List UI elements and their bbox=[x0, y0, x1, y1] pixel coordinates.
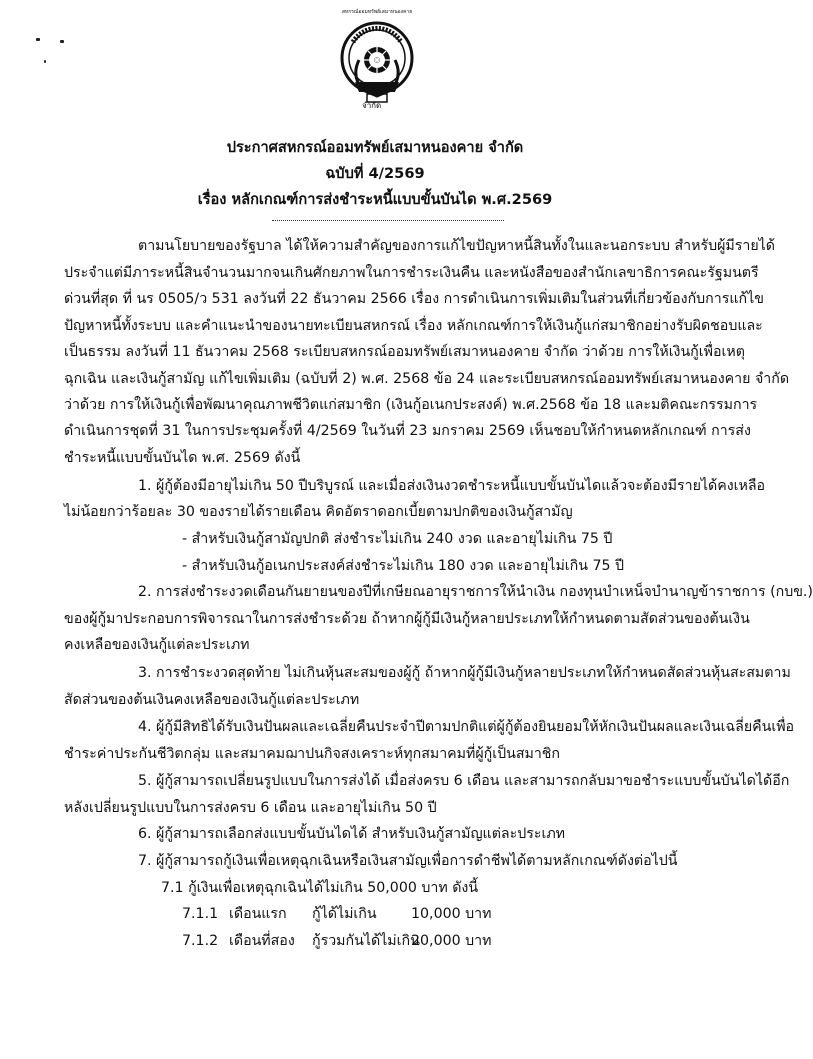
row-desc: กู้ได้ไม่เกิน bbox=[312, 906, 377, 922]
row-desc: กู้รวมกันได้ไม่เกิน bbox=[312, 933, 420, 949]
item-4-line: 4. ผู้กู้มีสิทธิได้รับเงินปันผลและเฉลี่ยคืนประจำปีตามปกติแต่ผู้กู้ต้องยินยอมให้หักเงินปันผลและเงินเฉลี่ยคืนเพื่อ bbox=[138, 719, 795, 735]
item-5-line: 5. ผู้กู้สามารถเปลี่ยนรูปแบบในการส่งได้ เมื่อส่งครบ 6 เดือน และสามารถกลับมาขอชำระแบบขั้นบันไดได้อีก bbox=[138, 773, 790, 789]
intro-line: ปัญหาหนี้ทั้งระบบ และคำแนะนำของนายทะเบียนสหกรณ์ เรื่อง หลักเกณฑ์การให้เงินกู้แก่สมาชิกอย่างรับผิดชอบและ bbox=[64, 318, 763, 334]
row-amount: 10,000 บาท bbox=[411, 906, 492, 922]
row-label: เดือนที่สอง bbox=[229, 933, 295, 949]
item-3-line: สัดส่วนของต้นเงินคงเหลือของเงินกู้แต่ละประเภท bbox=[64, 692, 360, 708]
item-5-line: หลังเปลี่ยนรูปแบบในการส่งครบ 6 เดือน และอายุไม่เกิน 50 ปี bbox=[64, 800, 437, 816]
scan-speck bbox=[60, 40, 64, 43]
row-number: 7.1.2 bbox=[182, 933, 219, 949]
intro-line: ว่าด้วย การให้เงินกู้เพื่อพัฒนาคุณภาพชีวิตแก่สมาชิก (เงินกู้อเนกประสงค์) พ.ศ.2568 ข้อ 18 และมติคณะกรรมการ bbox=[64, 397, 758, 413]
item-1-sub-multipurpose-loan: - สำหรับเงินกู้อเนกประสงค์ส่งชำระไม่เกิน 180 งวด และอายุไม่เกิน 75 ปี bbox=[182, 558, 625, 574]
intro-line: ตามนโยบายของรัฐบาล ได้ให้ความสำคัญของการแก้ไขปัญหาหนี้สินทั้งในและนอกระบบ สำหรับผู้มีรายได้ bbox=[138, 238, 775, 254]
announcement-title: ประกาศสหกรณ์ออมทรัพย์เสมาหนองคาย จำกัด bbox=[226, 139, 524, 156]
item-2-line: คงเหลือของเงินกู้แต่ละประเภท bbox=[64, 637, 250, 653]
item-2-line: 2. การส่งชำระงวดเดือนกันยายนของปีที่เกษียณอายุราชการให้นำเงิน กองทุนบำเหน็จบำนาญข้าราชการ (กบข.) bbox=[138, 584, 813, 600]
item-1-line: ไม่น้อยกว่าร้อยละ 30 ของรายได้รายเดือน คิดอัตราดอกเบี้ยตามปกติของเงินกู้สามัญ bbox=[64, 504, 573, 520]
logo-ring-text: สหกรณ์ออมทรัพย์เสมาหนองคาย bbox=[341, 9, 413, 15]
row-number: 7.1.1 bbox=[182, 906, 219, 922]
item-1-line: 1. ผู้กู้ต้องมีอายุไม่เกิน 50 ปีบริบูรณ์ และเมื่อส่งเงินงวดชำระหนี้แบบขั้นบันไดแล้วจะต้องมีรายได้คงเหลือ bbox=[138, 478, 766, 494]
intro-line: ดำเนินการชุดที่ 31 ในการประชุมครั้งที่ 4/2569 ในวันที่ 23 มกราคม 2569 เห็นชอบให้กำหนดหลักเกณฑ์ การส่ง bbox=[64, 423, 751, 439]
intro-line: เป็นธรรม ลงวันที่ 11 ธันวาคม 2568 ระเบียบสหกรณ์ออมทรัพย์เสมาหนองคาย จำกัด ว่าด้วย การให้เงินกู้เพื่อเหตุ bbox=[64, 344, 745, 360]
row-amount: 20,000 บาท bbox=[411, 933, 492, 949]
intro-line: ฉุกเฉิน และเงินกู้สามัญ แก้ไขเพิ่มเติม (ฉบับที่ 2) พ.ศ. 2568 ข้อ 24 และระเบียบสหกรณ์ออมทรัพย์เสมาหนองคาย จำกัด bbox=[64, 371, 790, 387]
row-label: เดือนแรก bbox=[229, 906, 287, 922]
intro-line: ชำระหนี้แบบขั้นบันได พ.ศ. 2569 ดังนี้ bbox=[64, 450, 301, 466]
logo-caption: จำกัด bbox=[362, 101, 382, 110]
intro-line: ด่วนที่สุด ที่ นร 0505/ว 531 ลงวันที่ 22 ธันวาคม 2566 เรื่อง การดำเนินการเพิ่มเติมในส่วนที่เกี่ยวข้องกับการแก้ไข bbox=[64, 291, 764, 307]
item-1-sub-regular-loan: - สำหรับเงินกู้สามัญปกติ ส่งชำระไม่เกิน 240 งวด และอายุไม่เกิน 75 ปี bbox=[182, 531, 613, 547]
item-7-line: 7. ผู้กู้สามารถกู้เงินเพื่อเหตุฉุกเฉินหรือเงินสามัญเพื่อการดำชีพได้ตามหลักเกณฑ์ดังต่อไปนี้ bbox=[138, 853, 678, 869]
item-6-line: 6. ผู้กู้สามารถเลือกส่งแบบขั้นบันไดได้ สำหรับเงินกู้สามัญแต่ละประเภท bbox=[138, 826, 566, 842]
scan-speck bbox=[36, 38, 40, 41]
intro-line: ประจำแต่มีภาระหนี้สินจำนวนมากจนเกินศักยภาพในการชำระเงินคืน และหนังสือของสำนักเลขาธิการคณะรัฐมนตรี bbox=[64, 265, 759, 281]
announcement-number: ฉบับที่ 4/2569 bbox=[325, 165, 425, 182]
item-7-1-line: 7.1 กู้เงินเพื่อเหตุฉุกเฉินได้ไม่เกิน 50,000 บาท ดังนี้ bbox=[161, 880, 479, 896]
scan-speck bbox=[44, 60, 46, 63]
item-3-line: 3. การชำระงวดสุดท้าย ไม่เกินหุ้นสะสมของผู้กู้ ถ้าหากผู้กู้มีเงินกู้หลายประเภทให้กำหนดสัดส่วนหุ้นสะสมตาม bbox=[138, 665, 791, 681]
item-2-line: ของผู้กู้มาประกอบการพิจารณาในการส่งชำระด้วย ถ้าหากผู้กู้มีเงินกู้หลายประเภทให้กำหนดตามสัดส่วนของต้นเงิน bbox=[64, 611, 750, 627]
header-divider bbox=[272, 220, 504, 221]
announcement-subject: เรื่อง หลักเกณฑ์การส่งชำระหนี้แบบขั้นบันได พ.ศ.2569 bbox=[197, 191, 553, 208]
item-4-line: ชำระค่าประกันชีวิตกลุ่ม และสมาคมฌาปนกิจสงเคราะห์ทุกสมาคมที่ผู้กู้เป็นสมาชิก bbox=[64, 746, 561, 762]
